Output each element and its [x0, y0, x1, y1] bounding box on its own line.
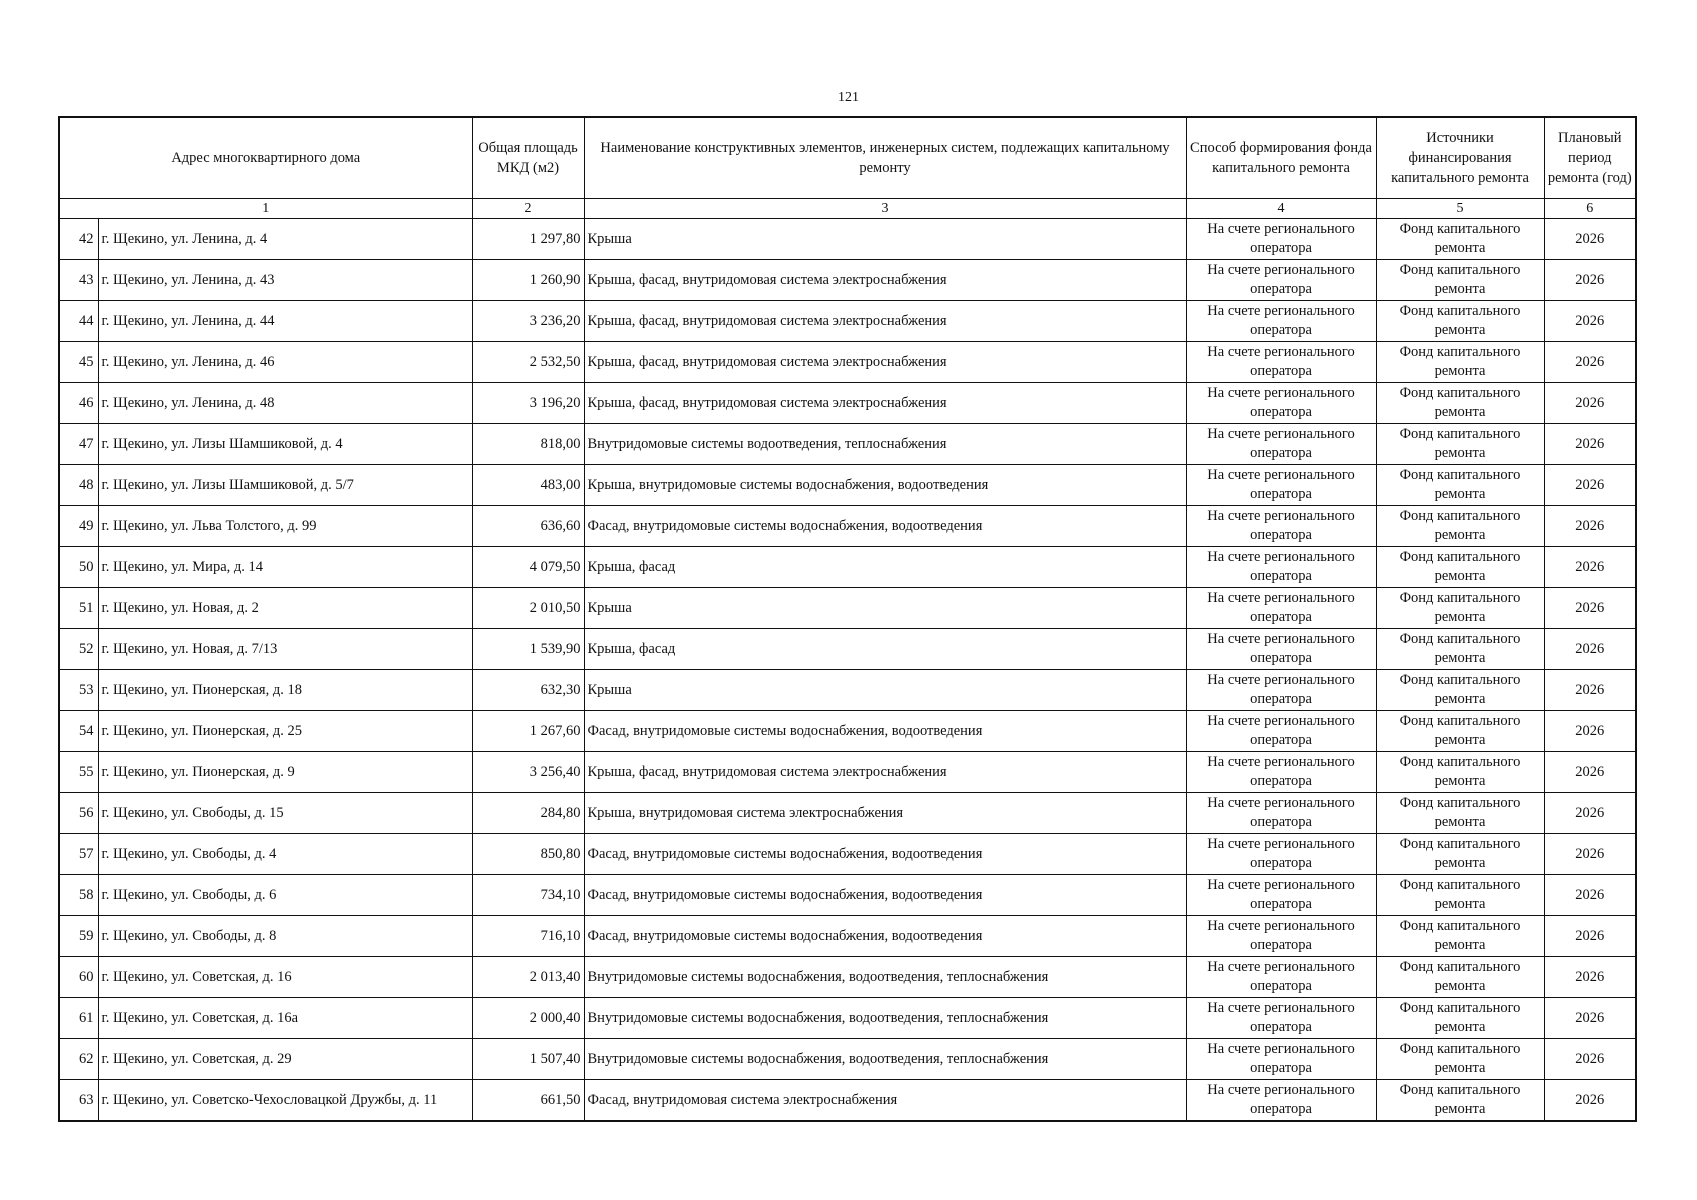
- source-cell: Фонд капитального ремонта: [1376, 301, 1544, 342]
- method-cell: На счете регионального оператора: [1186, 588, 1376, 629]
- method-cell: На счете регионального оператора: [1186, 465, 1376, 506]
- year-cell: 2026: [1544, 465, 1636, 506]
- area-cell: 3 236,20: [472, 301, 584, 342]
- area-cell: 818,00: [472, 424, 584, 465]
- source-cell: Фонд капитального ремонта: [1376, 711, 1544, 752]
- source-cell: Фонд капитального ремонта: [1376, 506, 1544, 547]
- table-row: [59, 383, 1636, 424]
- address-cell: г. Щекино, ул. Свободы, д. 6: [98, 875, 472, 916]
- area-cell: 483,00: [472, 465, 584, 506]
- area-cell: 661,50: [472, 1080, 584, 1121]
- row-index: 44: [59, 301, 98, 342]
- method-cell: На счете регионального оператора: [1186, 834, 1376, 875]
- address-cell: г. Щекино, ул. Советская, д. 16а: [98, 998, 472, 1039]
- method-cell: На счете регионального оператора: [1186, 875, 1376, 916]
- year-cell: 2026: [1544, 793, 1636, 834]
- address-cell: г. Щекино, ул. Ленина, д. 4: [98, 219, 472, 260]
- table-row: [59, 834, 1636, 875]
- area-cell: 3 256,40: [472, 752, 584, 793]
- row-index: 46: [59, 383, 98, 424]
- table-row: [59, 260, 1636, 301]
- elements-cell: Фасад, внутридомовые системы водоснабжения, водоотведения: [584, 711, 1186, 752]
- method-cell: На счете регионального оператора: [1186, 506, 1376, 547]
- method-cell: На счете регионального оператора: [1186, 957, 1376, 998]
- method-cell: На счете регионального оператора: [1186, 1039, 1376, 1080]
- elements-cell: Внутридомовые системы водоснабжения, водоотведения, теплоснабжения: [584, 998, 1186, 1039]
- table-header-row: [59, 117, 1636, 199]
- address-cell: г. Щекино, ул. Пионерская, д. 18: [98, 670, 472, 711]
- source-cell: Фонд капитального ремонта: [1376, 219, 1544, 260]
- row-index: 57: [59, 834, 98, 875]
- elements-cell: Крыша, фасад, внутридомовая система электроснабжения: [584, 342, 1186, 383]
- source-cell: Фонд капитального ремонта: [1376, 957, 1544, 998]
- table-body: [59, 219, 1636, 1121]
- year-cell: 2026: [1544, 260, 1636, 301]
- address-cell: г. Щекино, ул. Пионерская, д. 9: [98, 752, 472, 793]
- table-row: [59, 793, 1636, 834]
- address-cell: г. Щекино, ул. Свободы, д. 4: [98, 834, 472, 875]
- area-cell: 1 297,80: [472, 219, 584, 260]
- area-cell: 2 532,50: [472, 342, 584, 383]
- address-cell: г. Щекино, ул. Советская, д. 29: [98, 1039, 472, 1080]
- method-cell: На счете регионального оператора: [1186, 711, 1376, 752]
- address-cell: г. Щекино, ул. Ленина, д. 43: [98, 260, 472, 301]
- row-index: 50: [59, 547, 98, 588]
- source-cell: Фонд капитального ремонта: [1376, 793, 1544, 834]
- column-number: 1: [59, 199, 472, 219]
- year-cell: 2026: [1544, 998, 1636, 1039]
- year-cell: 2026: [1544, 383, 1636, 424]
- elements-cell: Внутридомовые системы водоснабжения, водоотведения, теплоснабжения: [584, 957, 1186, 998]
- address-cell: г. Щекино, ул. Пионерская, д. 25: [98, 711, 472, 752]
- source-cell: Фонд капитального ремонта: [1376, 875, 1544, 916]
- table-row: [59, 506, 1636, 547]
- row-index: 49: [59, 506, 98, 547]
- year-cell: 2026: [1544, 1039, 1636, 1080]
- table-row: [59, 465, 1636, 506]
- elements-cell: Крыша, фасад: [584, 629, 1186, 670]
- area-cell: 4 079,50: [472, 547, 584, 588]
- year-cell: 2026: [1544, 834, 1636, 875]
- year-cell: 2026: [1544, 219, 1636, 260]
- elements-cell: Фасад, внутридомовые системы водоснабжения, водоотведения: [584, 834, 1186, 875]
- year-cell: 2026: [1544, 301, 1636, 342]
- address-cell: г. Щекино, ул. Льва Толстого, д. 99: [98, 506, 472, 547]
- elements-cell: Крыша, фасад: [584, 547, 1186, 588]
- table-row: [59, 588, 1636, 629]
- column-number: 2: [472, 199, 584, 219]
- method-cell: На счете регионального оператора: [1186, 629, 1376, 670]
- method-cell: На счете регионального оператора: [1186, 752, 1376, 793]
- row-index: 48: [59, 465, 98, 506]
- row-index: 63: [59, 1080, 98, 1121]
- column-number-row: [59, 199, 1636, 219]
- row-index: 54: [59, 711, 98, 752]
- table-row: [59, 301, 1636, 342]
- method-cell: На счете регионального оператора: [1186, 916, 1376, 957]
- header-area: Общая площадь МКД (м2): [472, 117, 584, 199]
- source-cell: Фонд капитального ремонта: [1376, 752, 1544, 793]
- column-number: 6: [1544, 199, 1636, 219]
- address-cell: г. Щекино, ул. Советско-Чехословацкой Дружбы, д. 11: [98, 1080, 472, 1121]
- table-row: [59, 711, 1636, 752]
- year-cell: 2026: [1544, 629, 1636, 670]
- method-cell: На счете регионального оператора: [1186, 383, 1376, 424]
- address-cell: г. Щекино, ул. Свободы, д. 8: [98, 916, 472, 957]
- table-row: [59, 342, 1636, 383]
- method-cell: На счете регионального оператора: [1186, 342, 1376, 383]
- row-index: 62: [59, 1039, 98, 1080]
- header-elements: Наименование конструктивных элементов, инженерных систем, подлежащих капитальному ремонту: [584, 117, 1186, 199]
- row-index: 52: [59, 629, 98, 670]
- source-cell: Фонд капитального ремонта: [1376, 1039, 1544, 1080]
- year-cell: 2026: [1544, 752, 1636, 793]
- source-cell: Фонд капитального ремонта: [1376, 998, 1544, 1039]
- row-index: 51: [59, 588, 98, 629]
- method-cell: На счете регионального оператора: [1186, 424, 1376, 465]
- year-cell: 2026: [1544, 506, 1636, 547]
- area-cell: 3 196,20: [472, 383, 584, 424]
- row-index: 60: [59, 957, 98, 998]
- address-cell: г. Щекино, ул. Свободы, д. 15: [98, 793, 472, 834]
- elements-cell: Крыша, внутридомовые системы водоснабжения, водоотведения: [584, 465, 1186, 506]
- elements-cell: Фасад, внутридомовая система электроснабжения: [584, 1080, 1186, 1121]
- year-cell: 2026: [1544, 424, 1636, 465]
- area-cell: 1 507,40: [472, 1039, 584, 1080]
- source-cell: Фонд капитального ремонта: [1376, 342, 1544, 383]
- area-cell: 284,80: [472, 793, 584, 834]
- area-cell: 632,30: [472, 670, 584, 711]
- header-method: Способ формирования фонда капитального ремонта: [1186, 117, 1376, 199]
- source-cell: Фонд капитального ремонта: [1376, 916, 1544, 957]
- table-row: [59, 424, 1636, 465]
- source-cell: Фонд капитального ремонта: [1376, 629, 1544, 670]
- method-cell: На счете регионального оператора: [1186, 998, 1376, 1039]
- address-cell: г. Щекино, ул. Ленина, д. 46: [98, 342, 472, 383]
- year-cell: 2026: [1544, 1080, 1636, 1121]
- table-row: [59, 670, 1636, 711]
- address-cell: г. Щекино, ул. Советская, д. 16: [98, 957, 472, 998]
- area-cell: 2 000,40: [472, 998, 584, 1039]
- elements-cell: Крыша, фасад, внутридомовая система электроснабжения: [584, 383, 1186, 424]
- table-row: [59, 957, 1636, 998]
- source-cell: Фонд капитального ремонта: [1376, 588, 1544, 629]
- year-cell: 2026: [1544, 670, 1636, 711]
- address-cell: г. Щекино, ул. Лизы Шамшиковой, д. 4: [98, 424, 472, 465]
- elements-cell: Крыша, фасад, внутридомовая система электроснабжения: [584, 260, 1186, 301]
- address-cell: г. Щекино, ул. Новая, д. 7/13: [98, 629, 472, 670]
- row-index: 59: [59, 916, 98, 957]
- address-cell: г. Щекино, ул. Мира, д. 14: [98, 547, 472, 588]
- source-cell: Фонд капитального ремонта: [1376, 670, 1544, 711]
- year-cell: 2026: [1544, 957, 1636, 998]
- address-cell: г. Щекино, ул. Лизы Шамшиковой, д. 5/7: [98, 465, 472, 506]
- area-cell: 2 013,40: [472, 957, 584, 998]
- method-cell: На счете регионального оператора: [1186, 301, 1376, 342]
- year-cell: 2026: [1544, 588, 1636, 629]
- method-cell: На счете регионального оператора: [1186, 670, 1376, 711]
- table-row: [59, 1080, 1636, 1121]
- elements-cell: Внутридомовые системы водоснабжения, водоотведения, теплоснабжения: [584, 1039, 1186, 1080]
- table-row: [59, 547, 1636, 588]
- source-cell: Фонд капитального ремонта: [1376, 424, 1544, 465]
- area-cell: 1 267,60: [472, 711, 584, 752]
- row-index: 43: [59, 260, 98, 301]
- year-cell: 2026: [1544, 547, 1636, 588]
- method-cell: На счете регионального оператора: [1186, 219, 1376, 260]
- row-index: 53: [59, 670, 98, 711]
- source-cell: Фонд капитального ремонта: [1376, 1080, 1544, 1121]
- elements-cell: Крыша: [584, 670, 1186, 711]
- area-cell: 850,80: [472, 834, 584, 875]
- row-index: 55: [59, 752, 98, 793]
- year-cell: 2026: [1544, 916, 1636, 957]
- elements-cell: Крыша: [584, 219, 1186, 260]
- header-period: Плановый период ремонта (год): [1544, 117, 1636, 199]
- header-address: Адрес многоквартирного дома: [59, 117, 472, 199]
- page-number: 121: [838, 90, 859, 105]
- area-cell: 636,60: [472, 506, 584, 547]
- year-cell: 2026: [1544, 342, 1636, 383]
- method-cell: На счете регионального оператора: [1186, 260, 1376, 301]
- area-cell: 716,10: [472, 916, 584, 957]
- table-row: [59, 1039, 1636, 1080]
- year-cell: 2026: [1544, 875, 1636, 916]
- year-cell: 2026: [1544, 711, 1636, 752]
- row-index: 45: [59, 342, 98, 383]
- source-cell: Фонд капитального ремонта: [1376, 834, 1544, 875]
- source-cell: Фонд капитального ремонта: [1376, 547, 1544, 588]
- source-cell: Фонд капитального ремонта: [1376, 383, 1544, 424]
- elements-cell: Фасад, внутридомовые системы водоснабжения, водоотведения: [584, 916, 1186, 957]
- row-index: 42: [59, 219, 98, 260]
- row-index: 61: [59, 998, 98, 1039]
- method-cell: На счете регионального оператора: [1186, 547, 1376, 588]
- address-cell: г. Щекино, ул. Новая, д. 2: [98, 588, 472, 629]
- method-cell: На счете регионального оператора: [1186, 1080, 1376, 1121]
- header-source: Источники финансирования капитального ремонта: [1376, 117, 1544, 199]
- column-number: 5: [1376, 199, 1544, 219]
- table-row: [59, 916, 1636, 957]
- method-cell: На счете регионального оператора: [1186, 793, 1376, 834]
- table-row: [59, 752, 1636, 793]
- address-cell: г. Щекино, ул. Ленина, д. 48: [98, 383, 472, 424]
- area-cell: 2 010,50: [472, 588, 584, 629]
- elements-cell: Внутридомовые системы водоотведения, теплоснабжения: [584, 424, 1186, 465]
- elements-cell: Фасад, внутридомовые системы водоснабжения, водоотведения: [584, 875, 1186, 916]
- column-number: 4: [1186, 199, 1376, 219]
- area-cell: 1 539,90: [472, 629, 584, 670]
- repair-plan-table: [58, 116, 1637, 1122]
- address-cell: г. Щекино, ул. Ленина, д. 44: [98, 301, 472, 342]
- table-row: [59, 219, 1636, 260]
- area-cell: 1 260,90: [472, 260, 584, 301]
- table-row: [59, 998, 1636, 1039]
- source-cell: Фонд капитального ремонта: [1376, 465, 1544, 506]
- area-cell: 734,10: [472, 875, 584, 916]
- elements-cell: Крыша, фасад, внутридомовая система электроснабжения: [584, 752, 1186, 793]
- table-row: [59, 629, 1636, 670]
- table-row: [59, 875, 1636, 916]
- elements-cell: Фасад, внутридомовые системы водоснабжения, водоотведения: [584, 506, 1186, 547]
- elements-cell: Крыша, фасад, внутридомовая система электроснабжения: [584, 301, 1186, 342]
- row-index: 56: [59, 793, 98, 834]
- elements-cell: Крыша: [584, 588, 1186, 629]
- source-cell: Фонд капитального ремонта: [1376, 260, 1544, 301]
- row-index: 58: [59, 875, 98, 916]
- row-index: 47: [59, 424, 98, 465]
- column-number: 3: [584, 199, 1186, 219]
- elements-cell: Крыша, внутридомовая система электроснабжения: [584, 793, 1186, 834]
